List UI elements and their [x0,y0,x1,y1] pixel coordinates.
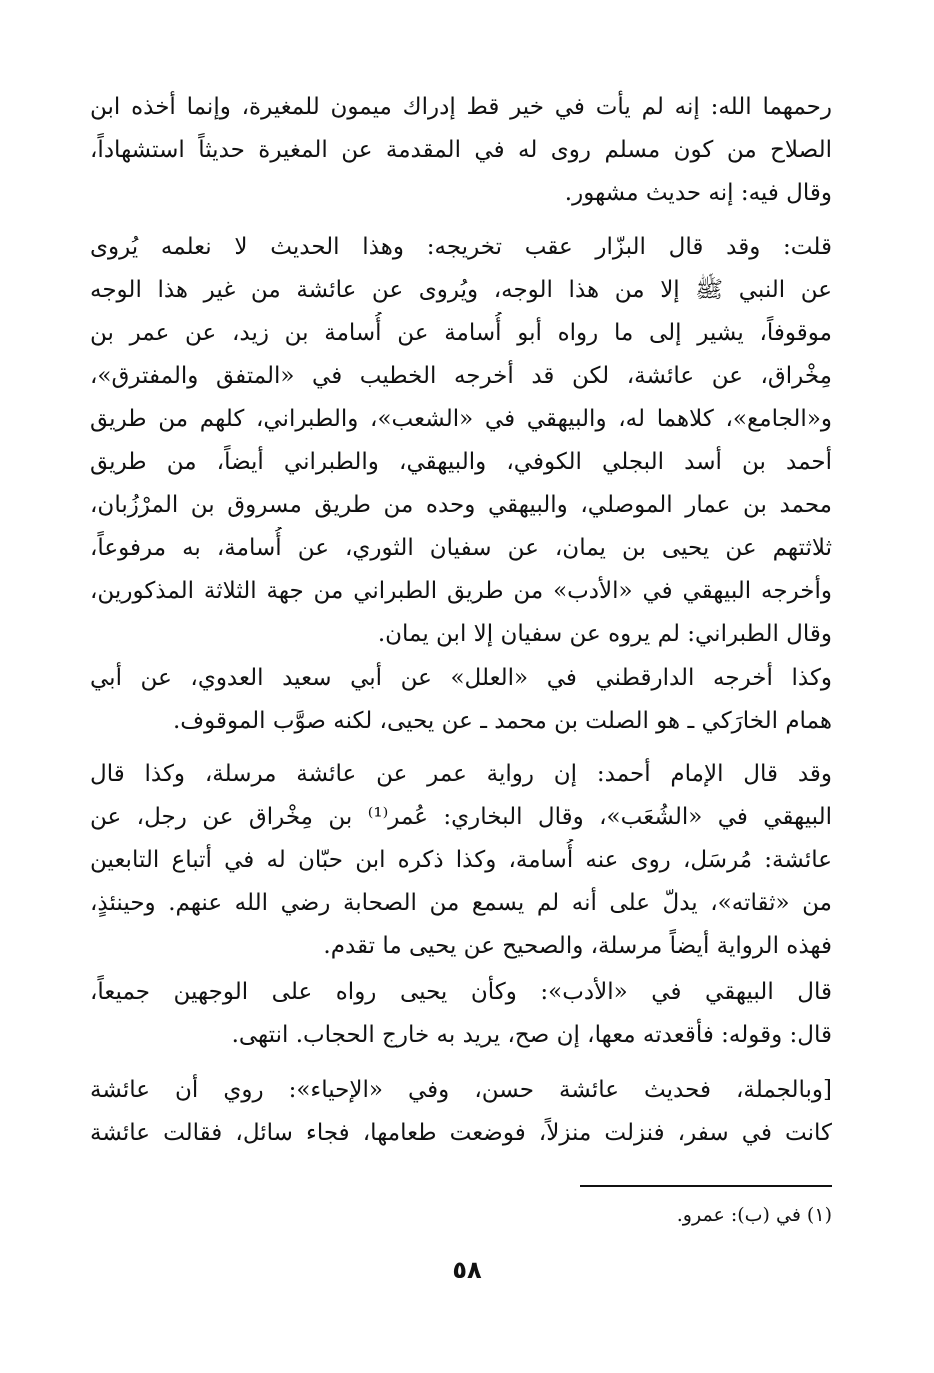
text-line: كانت في سفر، فنزلت منزلاً، فوضعت طعامها، فجاء سائل، فقالت عائشة [90,1120,832,1146]
text-line: فهذه الرواية أيضاً مرسلة، والصحيح عن يحيى ما تقدم. [323,933,832,959]
text-line: مِخْراق، عن عائشة، لكن قد أخرجه الخطيب في «المتفق والمفترق»، [90,363,832,389]
text-line: همام الخارَكي ـ هو الصلت بن محمد ـ عن يحيى، لكنه صوَّب الموقوف. [172,708,832,734]
text-line: و«الجامع»، كلاهما له، والبيهقي في «الشعب»، والطبراني، كلهم من طريق [90,406,832,432]
text-line: الصلاح من كون مسلم روى له في المقدمة عن المغيرة حديثاً استشهاداً، [90,137,832,163]
paragraph-3 [90,657,832,743]
text-line: محمد بن عمار الموصلي، والبيهقي وحده من طريق مسروق بن المرْزُبان، [90,492,832,518]
footnote: (١) في (ب): عمرو. [676,1204,832,1226]
text-line: قال البيهقي في «الأدب»: وكأن يحيى رواه على الوجهين جميعاً، [90,979,832,1005]
text-line: عن النبي ﷺ إلا من هذا الوجه، ويُروى عن عائشة من غير هذا الوجه [90,277,832,303]
page-number: ٥٨ [452,1256,482,1284]
text-line: أحمد بن أسد البجلي الكوفي، والبيهقي، والطبراني أيضاً، من طريق [90,449,832,475]
paragraph-5 [90,971,832,1057]
text-line: ثلاثتهم عن يحيى بن يمان، عن سفيان الثوري، عن أُسامة، به مرفوعاً، [90,535,832,561]
footnote-divider [580,1185,832,1187]
text-line: عائشة: مُرسَل، روى عنه أُسامة، وكذا ذكره ابن حبّان له في أتباع التابعين [90,847,832,873]
text-line: [وبالجملة، فحديث عائشة حسن، وفي «الإحياء»: روي أن عائشة [90,1077,832,1103]
text-line: وقد قال الإمام أحمد: إن رواية عمر عن عائشة مرسلة، وكذا قال [90,761,832,787]
text-line: موقوفاً، يشير إلى ما رواه أبو أُسامة عن أُسامة بن زيد، عن عمر بن [90,320,832,346]
text-line: وأخرجه البيهقي في «الأدب» من طريق الطبراني من جهة الثلاثة المذكورين، [90,578,832,604]
text-line: من «ثقاته»، يدلّ على أنه لم يسمع من الصحابة رضي الله عنهم. وحينئذٍ، [90,890,832,916]
paragraph-6 [90,1069,832,1155]
text-line: رحمهما الله: إنه لم يأت في خير قط إدراك ميمون للمغيرة، وإنما أخذه ابن [90,94,832,120]
paragraph-2 [90,226,832,656]
text-line: وقال الطبراني: لم يروه عن سفيان إلا ابن يمان. [377,621,832,647]
text-line: البيهقي في «الشُعَب»، وقال البخاري: عُمر⁽¹⁾ بن مِخْراق عن رجل، عن [90,804,832,830]
text-line: قلت: وقد قال البزّار عقب تخريجه: وهذا الحديث لا نعلمه يُروى [90,234,832,260]
text-line: وقال فيه: إنه حديث مشهور. [564,180,832,206]
text-line: قال: وقوله: فأقعدته معها، إن صح، يريد به خارج الحجاب. انتهى. [231,1022,832,1048]
text-line: وكذا أخرجه الدارقطني في «العلل» عن أبي سعيد العدوي، عن أبي [90,665,832,691]
paragraph-1 [90,86,832,215]
paragraph-4 [90,753,832,968]
